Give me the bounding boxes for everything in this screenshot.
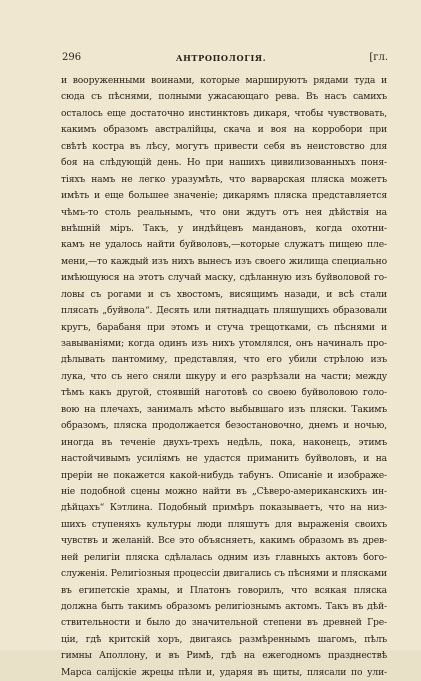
text-line: плясать „буйвола“. Десять или пятнадцать пляшущихъ образовали	[61, 305, 387, 317]
text-line: камъ не удалось найти буйволовъ,—которые служатъ пищею пле-	[61, 239, 387, 251]
text-line: ней религіи пляска сдѣлалась одним изъ главныхъ актовъ бого-	[61, 551, 387, 563]
text-line: сюда съ пѣснями, полными ужасающаго рева. Въ насъ самихъ	[61, 91, 387, 103]
text-line: прерiи не покажется какой-нибудь табунъ. Описаніе и изображе-	[61, 469, 387, 481]
text-line: ніе подобной сцены можно найти въ „Сѣверо-американскихъ ин-	[61, 485, 387, 497]
text-line: и вооруженными воинами, которые маршируютъ рядами туда и	[61, 75, 387, 86]
text-line: дѣйцахъ“ Кэтлина. Подобный примѣръ показываетъ, что на низ-	[61, 502, 387, 514]
text-line: чувствъ и желаній. Все это объясняетъ, какимъ образомъ въ древ-	[61, 535, 387, 547]
text-line: внѣшній міръ. Такъ, у индѣйцевъ мандановъ, когда охотни-	[61, 222, 387, 234]
text-line: кругъ, барабаня при этомъ и стуча трещотками, съ пѣснями и	[61, 321, 387, 333]
page-number: 296	[62, 52, 82, 63]
text-line: тіяхъ намъ не легко уразумѣть, что варварская пляска можетъ	[61, 173, 387, 185]
text-line: лука, что съ него сняли шкуру и его разрѣзали на части; между	[61, 370, 387, 382]
text-line: служенія. Религіозныя процессіи двигались съ пѣснями и плясками	[61, 568, 387, 580]
text-line: дѣлывать пантомиму, представляя, что его убили стрѣлою изъ	[61, 354, 387, 366]
text-line: ловы съ рогами и съ хвостомъ, висящимъ назади, и всѣ стали	[61, 288, 387, 300]
text-line: гимны Аполлону, и въ Римѣ, гдѣ на ежегодномъ празднествѣ	[61, 650, 387, 662]
text-line: тѣмъ какъ другой, стоявшій наготовѣ со своею буйволовою голо-	[61, 387, 387, 399]
text-line: должна быть такимъ образомъ религіознымъ актомъ. Такъ въ дѣй-	[61, 601, 387, 612]
text-line: въ египетскіе храмы, и Платонъ говорилъ, что всякая пляска	[61, 584, 387, 596]
text-line: чѣмъ-то столь реальнымъ, что они ждутъ отъ нея дѣйствія на	[61, 206, 387, 218]
text-line: настойчивымъ усиліямъ не удастся приманить буйволовъ, и на	[61, 453, 387, 465]
text-line: Марса саліjскіе жрецы пѣли и, ударяя въ щиты, плясали по ули-	[61, 666, 387, 678]
text-line: имѣть и еще большее значеніе; дикарямъ пляска представляется	[61, 190, 387, 202]
text-line: мени,—то каждый изъ нихъ вынесъ изъ своего жилища специально	[61, 255, 387, 267]
text-line: шихъ ступеняхъ культуры люди пляшутъ для выраженія своихъ	[61, 518, 387, 530]
text-line: завываніями; когда одинъ изъ нихъ утомлялся, онъ начиналъ про-	[61, 338, 387, 349]
text-line: ціи, гдѣ критскій хоръ, двигаясь размѣреннымъ шагомъ, пѣлъ	[61, 633, 387, 645]
text-line: иногда въ теченіе двухъ-трехъ недѣль, пока, наконецъ, этимъ	[61, 436, 387, 448]
text-line: имѣющуюся на этотъ случай маску, сдѣланную изъ буйволовой го-	[61, 272, 387, 284]
body-text	[61, 73, 387, 681]
text-line: осталось еще достаточно инстинктовъ дикаря, чтобы чувствовать,	[61, 107, 387, 119]
text-line: ствительности и было до значительной степени въ древней Гре-	[61, 617, 387, 629]
section-marker: [гл.	[369, 52, 388, 63]
text-line: какимъ образомъ австралійцы, скача и воя на корробори при	[61, 124, 387, 136]
text-line: свѣтѣ костра въ лѣсу, могутъ привести себя въ неистовство для	[61, 140, 387, 152]
running-header	[62, 51, 388, 65]
text-line: боя на слѣдующій день. Но при нашихъ цивилизованныхъ поня-	[61, 157, 387, 169]
text-line: образомъ, пляска продолжается безостановочно, днемъ и ночью,	[61, 420, 387, 432]
text-line: вою на плечахъ, занималъ мѣсто выбывшаго изъ пляски. Такимъ	[61, 403, 387, 415]
running-title: АНТРОПОЛОГІЯ.	[175, 53, 267, 63]
